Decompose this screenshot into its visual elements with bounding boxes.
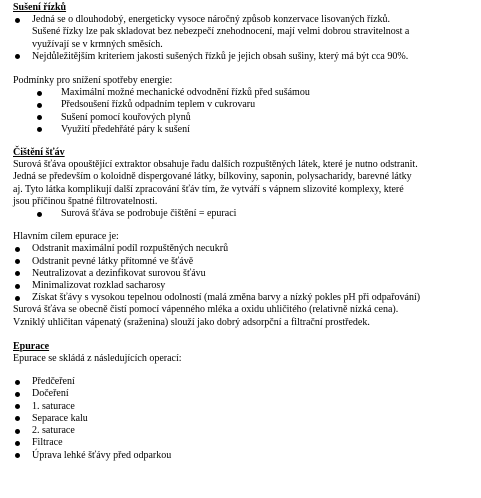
paragraph-line: Surová šťáva se obecně čistí pomocí vápenného mléka a oxidu uhličitého (relativně nízká cena). xyxy=(13,304,399,316)
energy-conditions-list xyxy=(13,87,473,136)
list-item: 2. saturace xyxy=(13,425,473,437)
section-heading-drying: Sušení řízků xyxy=(13,2,67,13)
list-item: Jedná se o dlouhodobý, energeticky vysoce náročný způsob konzervace lisovaných řízků. xyxy=(13,14,473,26)
epuration-steps-intro: Epurace se skládá z následujících operací: xyxy=(13,353,182,365)
list-item: Úprava lehké šťávy před odparkou xyxy=(13,450,473,462)
epuration-goals-intro: Hlavním cílem epurace je: xyxy=(13,231,119,243)
list-item: Neutralizovat a dezinfikovat surovou šťávu xyxy=(13,268,473,280)
epuration-goals-list xyxy=(13,243,473,304)
list-item: Nejdůležitějším kriteriem jakosti sušených řízků je jejich obsah sušiny, který má být cca 90%. xyxy=(13,51,473,63)
juice-cleaning-bullet xyxy=(13,208,473,220)
drying-bullet-list-2 xyxy=(13,51,473,63)
list-item: Separace kalu xyxy=(13,413,473,425)
list-item: Surová šťáva se podrobuje čištění = epuraci xyxy=(13,208,473,220)
list-item: Filtrace xyxy=(13,437,473,449)
paragraph-line: jsou příčinou špatné filtrovatelnosti. xyxy=(13,195,158,207)
epuration-steps-list xyxy=(13,376,473,461)
list-item: Využití předehřáté páry k sušení xyxy=(13,124,473,136)
list-item: Odstranit pevné látky přítomné ve šťávě xyxy=(13,256,473,268)
paragraph-line: Surová šťáva opouštějící extraktor obsahuje řadu dalších rozpuštěných látek, které je nutno odstranit. xyxy=(13,159,418,171)
paragraph-line: aj. Tyto látka komplikují další zpracování šťáv tím, že vytváří s vápnem slizovité komplexy, které xyxy=(13,183,404,195)
section-heading-epuration: Epurace xyxy=(13,340,50,352)
bullet-continuation: Sušené řízky lze pak skladovat bez nebezpečí znehodnocení, mají velmi dobrou stravitelnost a xyxy=(32,26,410,38)
energy-conditions-intro: Podmínky pro snížení spotřeby energie: xyxy=(13,75,173,87)
list-item: Předčeření xyxy=(13,376,473,388)
list-item: Maximální možné mechanické odvodnění řízků před sušámou xyxy=(13,87,473,99)
list-item: Dočeření xyxy=(13,388,473,400)
list-item: 1. saturace xyxy=(13,401,473,413)
list-item: Minimalizovat rozklad sacharosy xyxy=(13,280,473,292)
list-item: Sušení pomocí kouřových plynů xyxy=(13,112,473,124)
section-heading-juice-cleaning: Čištění šťáv xyxy=(13,147,65,159)
list-item: Získat šťávy s vysokou tepelnou odolností (malá změna barvy a nízký pokles pH při odpařování) xyxy=(13,292,473,304)
list-item: Odstranit maximální podíl rozpuštěných necukrů xyxy=(13,243,473,255)
bullet-continuation: využívají se v krmných směsích. xyxy=(32,38,163,50)
list-item: Předsoušení řízků odpadním teplem v cukrovaru xyxy=(13,99,473,111)
paragraph-line: Jedná se především o koloidně dispergované látky, bílkoviny, saponin, polysacharidy, barevné látky xyxy=(13,171,412,183)
paragraph-line: Vzniklý uhličitan vápenatý (sraženina) slouží jako dobrý adsorpční a filtrační prostředek. xyxy=(13,316,370,328)
drying-bullet-list xyxy=(13,14,473,26)
